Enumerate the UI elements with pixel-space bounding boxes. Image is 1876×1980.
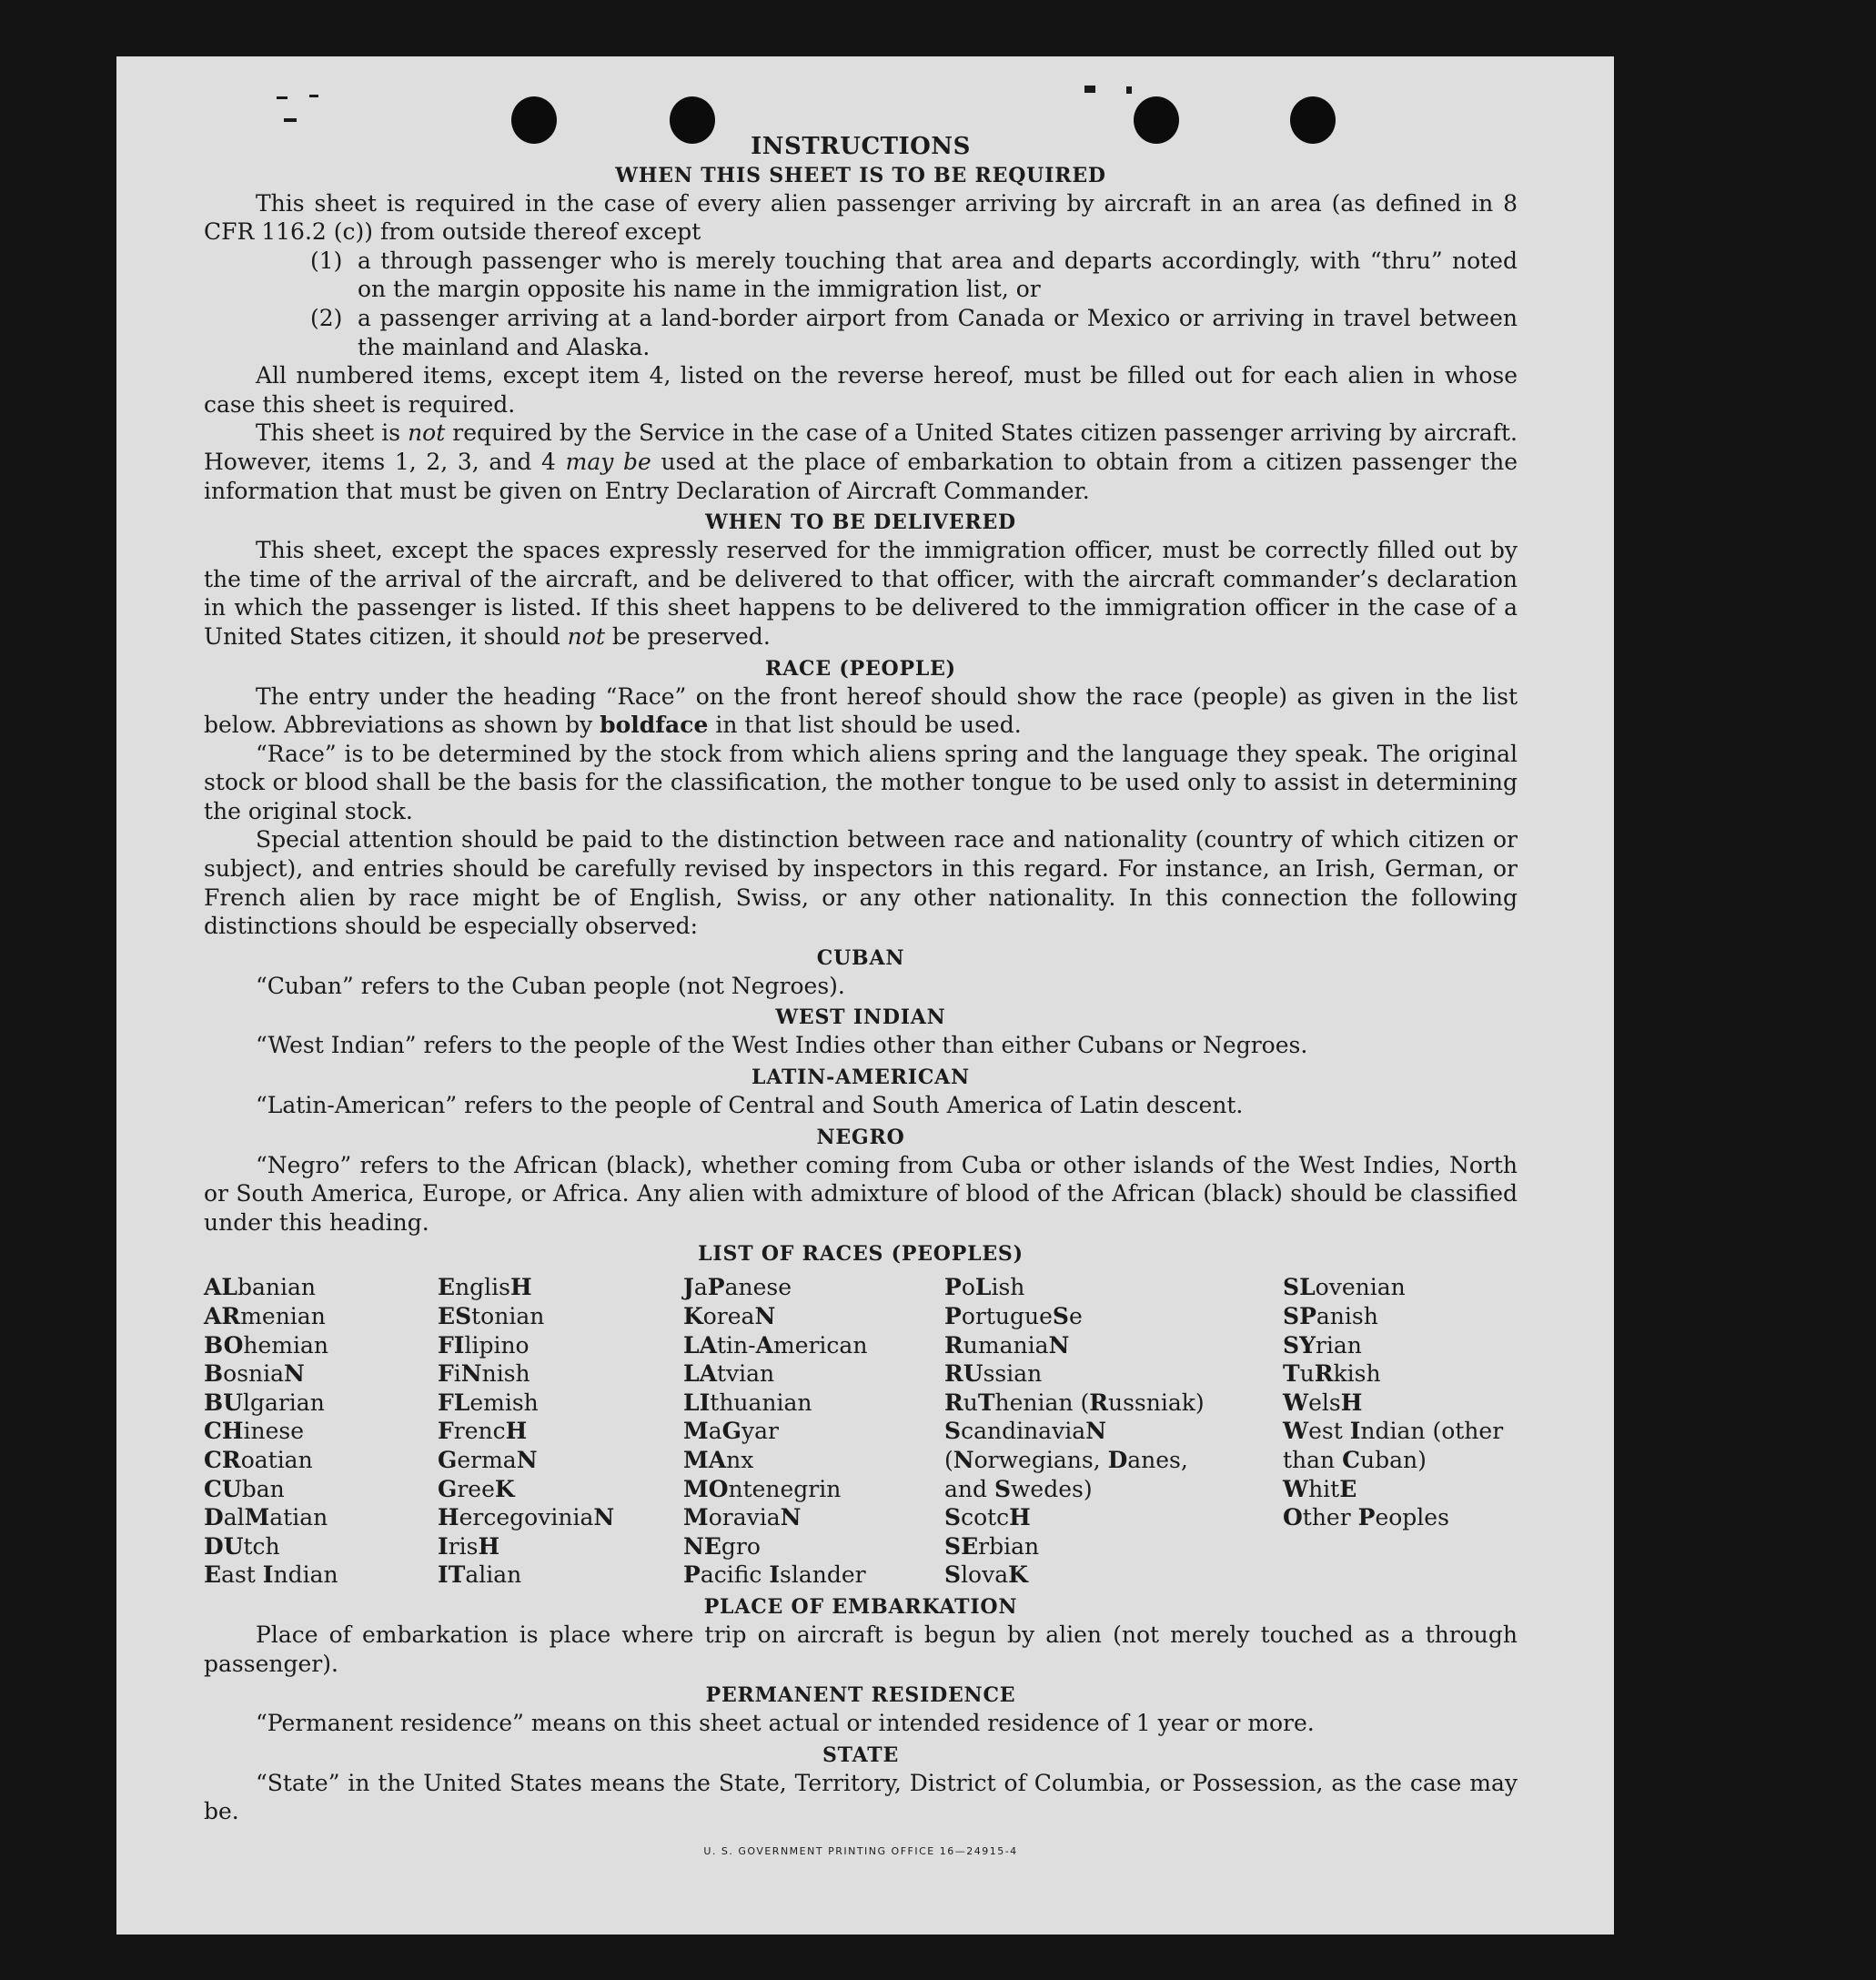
race-item: PortugueSe: [944, 1303, 1083, 1329]
paragraph-race-stock: “Race” is to be determined by the stock from which aliens spring and the language they speak. The original stock or blood shall be the basis for the classification, the mother tongue to be used only to assist in determining the original stock.: [204, 740, 1518, 824]
paragraph-state: “State” in the United States means the State, Territory, District of Columbia, or Possession, as the case may be.: [204, 1769, 1518, 1825]
race-item: SPanish: [1283, 1303, 1378, 1329]
heading-when-required: WHEN THIS SHEET IS TO BE REQUIRED: [615, 163, 1106, 187]
ink-speck: [284, 118, 297, 122]
item-number: (1): [310, 247, 343, 274]
races-column-5: [1283, 1273, 1518, 1590]
races-column-3: [683, 1273, 944, 1590]
race-item: DUtch: [204, 1532, 280, 1560]
race-item: SLovenian: [1283, 1274, 1406, 1301]
race-item: KoreaN: [683, 1303, 776, 1329]
race-item: MOntenegrin: [683, 1475, 842, 1502]
paragraph-negro: “Negro” refers to the African (black), whether coming from Cuba or other islands of the West Indies, North or South America, Europe, or Africa. Any alien with admixture of blood of the African (black) should be classified under this heading.: [204, 1151, 1518, 1236]
race-item: Pacific Islander: [683, 1561, 866, 1589]
race-item: JaPanese: [683, 1274, 792, 1301]
race-item: WelsH: [1283, 1389, 1363, 1416]
paragraph-race-entry: The entry under the heading “Race” on the front hereof should show the race (people) as given in the list below. Abbreviations as shown by boldface in that list should be used.: [204, 682, 1518, 739]
paragraph-embarkation: Place of embarkation is place where trip on aircraft is begun by alien (not merely touched as a through passenger).: [204, 1621, 1518, 1677]
race-item: EnglisH: [438, 1274, 532, 1301]
race-item: FIlipino: [438, 1331, 530, 1359]
race-item: WhitE: [1283, 1475, 1357, 1502]
race-item: CHinese: [204, 1418, 305, 1445]
race-item: ITalian: [438, 1561, 522, 1589]
item-text: a passenger arriving at a land-border airport from Canada or Mexico or arriving in travel between the mainland and Alaska.: [358, 304, 1518, 360]
race-item: CUban: [204, 1475, 285, 1502]
item-text: a through passenger who is merely touching that area and departs accordingly, with “thru” noted on the margin opposite his name in the immigration list, or: [358, 247, 1518, 303]
race-item: GreeK: [438, 1475, 515, 1502]
race-item: FLemish: [438, 1389, 539, 1416]
paragraph-race-nationality: Special attention should be paid to the distinction between race and nationality (country of which citizen or subject), and entries should be carefully revised by inspectors in this regard. For instance, an Irish, German, or French alien by race might be of English, Swiss, or any other nationality. In this connection the following distinctions should be especially observed:: [204, 826, 1518, 940]
ink-speck: [309, 95, 318, 97]
instructions-content: [204, 133, 1518, 1866]
heading-cuban: CUBAN: [816, 945, 905, 970]
race-item: TuRkish: [1283, 1360, 1381, 1388]
printing-office-footer: U. S. GOVERNMENT PRINTING OFFICE 16—24915-4: [703, 1844, 1018, 1857]
race-item: NEgro: [683, 1532, 761, 1560]
paragraph-west-indian: “West Indian” refers to the people of the West Indies other than either Cubans or Negroes.: [256, 1032, 1308, 1059]
heading-negro: NEGRO: [816, 1125, 905, 1149]
race-item: GermaN: [438, 1446, 538, 1473]
races-column-2: [438, 1273, 683, 1590]
race-item: BosniaN: [204, 1360, 305, 1388]
paragraph-required: This sheet is required in the case of every alien passenger arriving by aircraft in an area (as defined in 8 CFR 116.2 (c)) from outside thereof except: [204, 189, 1518, 246]
paragraph-citizen: This sheet is not required by the Service in the case of a United States citizen passenger arriving by aircraft. However, items 1, 2, 3, and 4 may be used at the place of embarkation to obtain from a citizen passenger the information that must be given on Entry Declaration of Aircraft Commander.: [204, 419, 1518, 504]
race-item: RUssian: [944, 1360, 1043, 1388]
race-item: FrencH: [438, 1418, 528, 1445]
paragraph-delivery: This sheet, except the spaces expressly reserved for the immigration officer, must be correctly filled out by the time of the arrival of the aircraft, and be delivered to that officer, with the aircraft commander’s declaration in which the passenger is listed. If this sheet happens to be delivered to the immigration officer in the case of a United States citizen, it should not be preserved.: [204, 537, 1518, 650]
race-item: ARmenian: [204, 1303, 326, 1329]
race-item: HercegoviniaN: [438, 1504, 615, 1531]
paragraph-permanent-residence: “Permanent residence” means on this sheet actual or intended residence of 1 year or more.: [256, 1710, 1315, 1737]
race-item: LAtin-American: [683, 1331, 868, 1359]
race-item: DalMatian: [204, 1504, 328, 1531]
race-item: CRoatian: [204, 1446, 313, 1473]
race-item: ScotcH: [944, 1504, 1031, 1531]
item-number: (2): [310, 304, 343, 331]
race-item: LIthuanian: [683, 1389, 812, 1416]
races-list: [204, 1273, 1518, 1590]
paragraph-cuban: “Cuban” refers to the Cuban people (not Negroes).: [256, 972, 845, 999]
heading-latin-american: LATIN-AMERICAN: [751, 1066, 970, 1090]
heading-west-indian: WEST INDIAN: [775, 1005, 946, 1030]
heading-when-delivered: WHEN TO BE DELIVERED: [705, 510, 1016, 535]
paragraph-latin-american: “Latin-American” refers to the people of Central and South America of Latin descent.: [256, 1092, 1244, 1119]
race-item: West Indian (other than Cuban): [1283, 1418, 1504, 1473]
race-item: FiNnish: [438, 1360, 530, 1388]
race-item: BOhemian: [204, 1331, 328, 1359]
heading-state: STATE: [822, 1743, 900, 1767]
race-item: ALbanian: [204, 1274, 316, 1301]
paragraph-numbered-items: All numbered items, except item 4, listed on the reverse hereof, must be filled out for each alien in whose case this sheet is required.: [204, 362, 1518, 418]
races-column-1: [204, 1273, 438, 1590]
race-item: MaGyar: [683, 1418, 779, 1445]
race-item: MAnx: [683, 1446, 754, 1473]
exception-item-1: [310, 247, 1518, 304]
race-item: LAtvian: [683, 1360, 775, 1388]
race-item: IrisH: [438, 1532, 500, 1560]
heading-embarkation: PLACE OF EMBARKATION: [703, 1594, 1018, 1619]
race-item: RuThenian (Russniak): [944, 1389, 1205, 1416]
race-item: SYrian: [1283, 1331, 1362, 1359]
page-title: INSTRUCTIONS: [751, 133, 971, 160]
exception-item-2: [310, 304, 1518, 361]
race-item: MoraviaN: [683, 1504, 802, 1531]
race-item: SlovaK: [944, 1561, 1028, 1589]
race-item: East Indian: [204, 1561, 338, 1589]
ink-speck: [277, 96, 287, 99]
race-item: BUlgarian: [204, 1389, 325, 1416]
heading-list-of-races: LIST OF RACES (PEOPLES): [698, 1242, 1024, 1267]
race-item: SErbian: [944, 1532, 1040, 1560]
race-item: PoLish: [944, 1274, 1025, 1301]
race-item: RumaniaN: [944, 1331, 1070, 1359]
race-item: EStonian: [438, 1303, 545, 1329]
heading-permanent-residence: PERMANENT RESIDENCE: [705, 1683, 1016, 1708]
race-item: Other Peoples: [1283, 1504, 1449, 1531]
form-page: [116, 56, 1614, 1935]
heading-race: RACE (PEOPLE): [765, 656, 956, 681]
ink-speck: [1126, 86, 1132, 94]
races-column-4: [944, 1273, 1210, 1590]
race-item: ScandinaviaN (Norwegians, Danes, and Swedes): [944, 1418, 1188, 1502]
ink-speck: [1084, 86, 1095, 93]
